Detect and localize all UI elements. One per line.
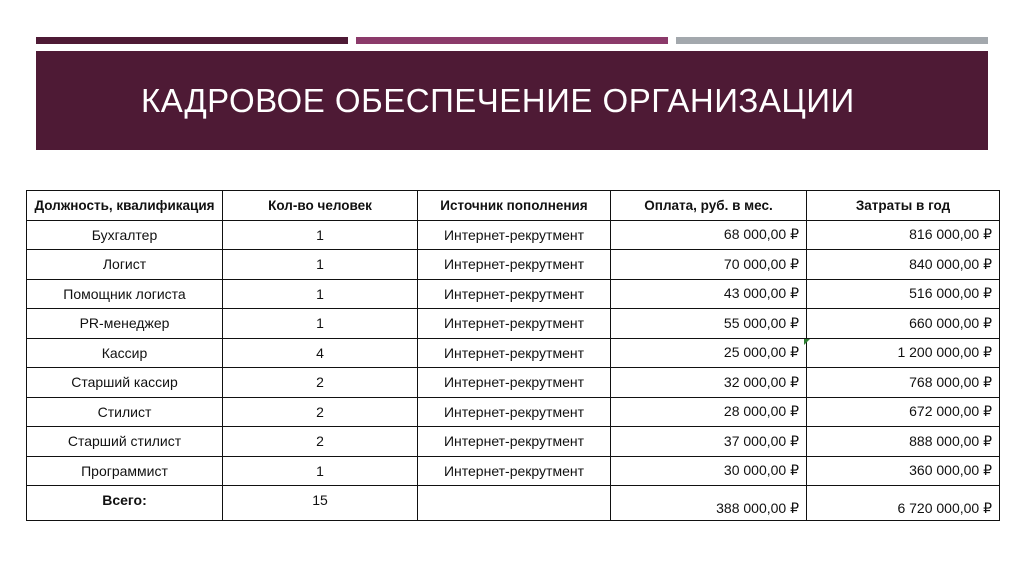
cell-monthly: 55 000,00 ₽ — [611, 309, 807, 339]
cell-position: Старший стилист — [27, 427, 223, 457]
cell-source: Интернет-рекрутмент — [418, 279, 611, 309]
cell-yearly: 1 200 000,00 ₽ — [807, 338, 1000, 368]
table-row — [27, 309, 1000, 339]
table-header-row — [27, 191, 1000, 221]
slide-title: КАДРОВОЕ ОБЕСПЕЧЕНИЕ ОРГАНИЗАЦИИ — [141, 81, 855, 119]
cell-yearly: 768 000,00 ₽ — [807, 368, 1000, 398]
total-label: Всего: — [27, 486, 223, 521]
cell-source: Интернет-рекрутмент — [418, 427, 611, 457]
cell-yearly: 672 000,00 ₽ — [807, 397, 1000, 427]
cell-yearly: 516 000,00 ₽ — [807, 279, 1000, 309]
cell-source: Интернет-рекрутмент — [418, 250, 611, 280]
cell-count: 2 — [223, 397, 418, 427]
table-row — [27, 456, 1000, 486]
total-monthly: 388 000,00 ₽ — [611, 486, 807, 521]
cell-position: Стилист — [27, 397, 223, 427]
table-row — [27, 220, 1000, 250]
header-yearly-cost: Затраты в год — [807, 191, 1000, 221]
header-monthly-pay: Оплата, руб. в мес. — [611, 191, 807, 221]
cell-monthly: 68 000,00 ₽ — [611, 220, 807, 250]
staffing-table — [26, 190, 1000, 521]
cell-yearly: 888 000,00 ₽ — [807, 427, 1000, 457]
cell-monthly: 70 000,00 ₽ — [611, 250, 807, 280]
cell-yearly: 816 000,00 ₽ — [807, 220, 1000, 250]
header-source: Источник пополнения — [418, 191, 611, 221]
table-row — [27, 427, 1000, 457]
cell-source: Интернет-рекрутмент — [418, 397, 611, 427]
cell-source: Интернет-рекрутмент — [418, 338, 611, 368]
cell-position: PR-менеджер — [27, 309, 223, 339]
table-row — [27, 368, 1000, 398]
table-row — [27, 250, 1000, 280]
cell-monthly: 30 000,00 ₽ — [611, 456, 807, 486]
total-source — [418, 486, 611, 521]
cell-monthly: 28 000,00 ₽ — [611, 397, 807, 427]
cell-yearly: 660 000,00 ₽ — [807, 309, 1000, 339]
cell-count: 1 — [223, 456, 418, 486]
total-yearly: 6 720 000,00 ₽ — [807, 486, 1000, 521]
total-count: 15 — [223, 486, 418, 521]
cell-monthly: 25 000,00 ₽ — [611, 338, 807, 368]
cell-count: 2 — [223, 368, 418, 398]
table-row — [27, 338, 1000, 368]
accent-stripe-magenta — [356, 37, 668, 44]
table-row — [27, 279, 1000, 309]
cell-count: 4 — [223, 338, 418, 368]
cell-position: Бухгалтер — [27, 220, 223, 250]
cell-source: Интернет-рекрутмент — [418, 456, 611, 486]
cell-source: Интернет-рекрутмент — [418, 368, 611, 398]
cell-count: 2 — [223, 427, 418, 457]
accent-stripe-dark — [36, 37, 348, 44]
header-count: Кол-во человек — [223, 191, 418, 221]
cell-yearly: 840 000,00 ₽ — [807, 250, 1000, 280]
accent-stripe-gray — [676, 37, 988, 44]
cell-position: Логист — [27, 250, 223, 280]
header-position: Должность, квалификация — [27, 191, 223, 221]
cell-position: Программист — [27, 456, 223, 486]
cell-position: Помощник логиста — [27, 279, 223, 309]
title-banner — [36, 51, 988, 150]
table-total-row — [27, 486, 1000, 521]
cell-monthly: 37 000,00 ₽ — [611, 427, 807, 457]
table-row — [27, 397, 1000, 427]
cell-position: Кассир — [27, 338, 223, 368]
cell-count: 1 — [223, 309, 418, 339]
cell-source: Интернет-рекрутмент — [418, 309, 611, 339]
cell-count: 1 — [223, 220, 418, 250]
cell-source: Интернет-рекрутмент — [418, 220, 611, 250]
cell-monthly: 32 000,00 ₽ — [611, 368, 807, 398]
cell-position: Старший кассир — [27, 368, 223, 398]
cell-count: 1 — [223, 250, 418, 280]
cell-count: 1 — [223, 279, 418, 309]
cell-comment-marker — [804, 339, 810, 345]
cell-yearly: 360 000,00 ₽ — [807, 456, 1000, 486]
cell-monthly: 43 000,00 ₽ — [611, 279, 807, 309]
